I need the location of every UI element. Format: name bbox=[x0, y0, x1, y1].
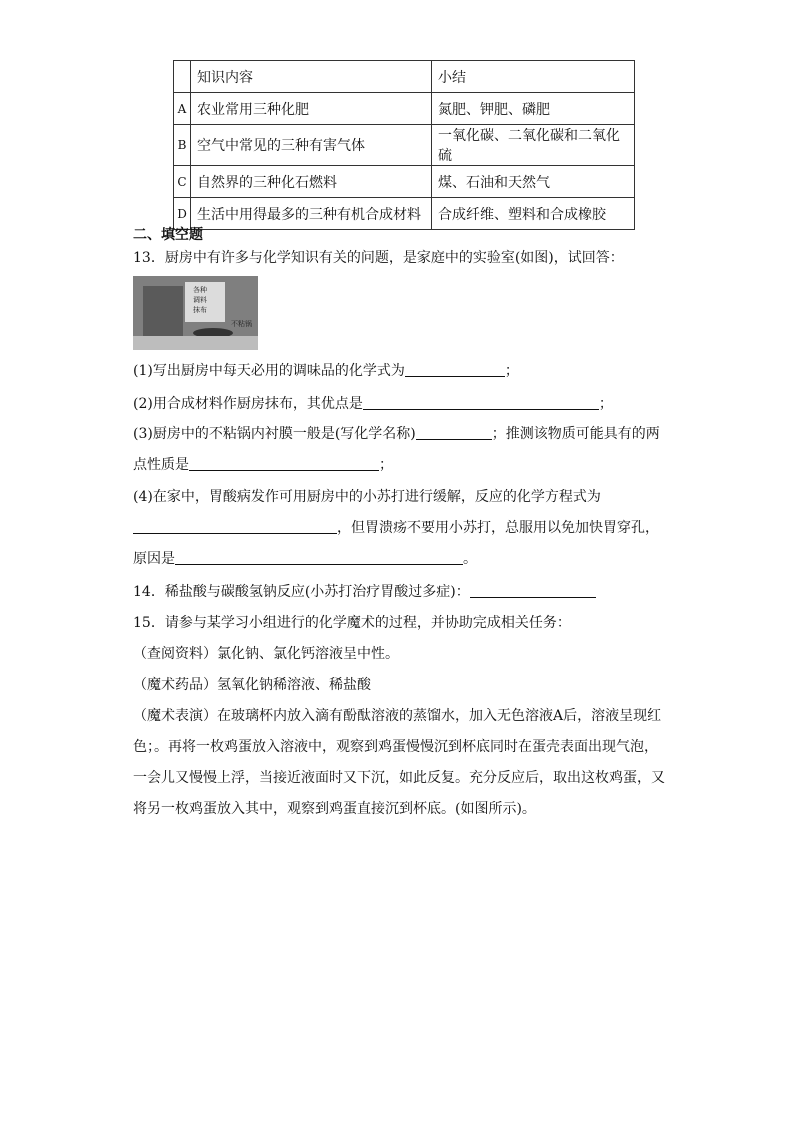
photo-label: 抹布 bbox=[193, 306, 207, 314]
table-row bbox=[174, 93, 635, 125]
shelf-shape bbox=[143, 286, 183, 336]
answer-blank[interactable] bbox=[189, 456, 379, 471]
table-row bbox=[174, 125, 635, 166]
answer-blank[interactable] bbox=[363, 395, 599, 410]
question-13-intro: 13．厨房中有许多与化学知识有关的问题，是家庭中的实验室(如图)，试回答： bbox=[133, 250, 624, 266]
question-15-intro: 15．请参与某学习小组进行的化学魔术的过程，并协助完成相关任务： bbox=[133, 615, 571, 631]
question-15-performance: 色；。再将一枚鸡蛋放入溶液中，观察到鸡蛋慢慢沉到杯底同时在蛋壳表面出现气泡， bbox=[133, 739, 658, 755]
question-14: 14．稀盐酸与碳酸氢钠反应(小苏打治疗胃酸过多症)： bbox=[133, 582, 596, 602]
knowledge-table bbox=[173, 60, 635, 230]
question-15-performance: （魔术表演）在玻璃杯内放入滴有酚酞溶液的蒸馏水，加入无色溶液A后，溶液呈现红 bbox=[133, 708, 662, 724]
knowledge-content: 农业常用三种化肥 bbox=[191, 93, 432, 125]
question-15-info: （查阅资料）氯化钠、氯化钙溶液呈中性。 bbox=[133, 646, 399, 662]
knowledge-summary: 合成纤维、塑料和合成橡胶 bbox=[432, 198, 635, 230]
answer-blank[interactable] bbox=[416, 425, 492, 440]
table-row bbox=[174, 166, 635, 198]
question-13-part-3: (3)厨房中的不粘锅内衬膜一般是(写化学名称) ；推测该物质可能具有的两 bbox=[133, 426, 660, 442]
photo-label: 调料 bbox=[193, 296, 207, 304]
knowledge-content: 空气中常见的三种有害气体 bbox=[191, 125, 432, 166]
knowledge-summary: 一氧化碳、二氧化碳和二氧化硫 bbox=[432, 125, 635, 166]
question-13-part-2: (2)用合成材料作厨房抹布，其优点是 ； bbox=[133, 396, 613, 412]
photo-label: 不粘锅 bbox=[231, 320, 252, 328]
photo-label: 各种 bbox=[193, 286, 207, 294]
table-row bbox=[174, 198, 635, 230]
answer-blank[interactable] bbox=[175, 550, 463, 565]
option-letter: B bbox=[174, 125, 191, 166]
knowledge-summary: 煤、石油和天然气 bbox=[432, 166, 635, 198]
option-letter: C bbox=[174, 166, 191, 198]
question-15-performance: 将另一枚鸡蛋放入其中，观察到鸡蛋直接沉到杯底。(如图所示)。 bbox=[133, 801, 536, 817]
section-title: 二、填空题 bbox=[133, 227, 203, 243]
answer-blank[interactable] bbox=[470, 583, 596, 598]
answer-blank[interactable] bbox=[405, 362, 505, 377]
table-header-cell: 小结 bbox=[432, 61, 635, 93]
table-header-row bbox=[174, 61, 635, 93]
knowledge-content: 生活中用得最多的三种有机合成材料 bbox=[191, 198, 432, 230]
question-13-part-4-reason: 原因是 。 bbox=[133, 551, 477, 567]
option-letter: D bbox=[174, 198, 191, 230]
option-letter: A bbox=[174, 93, 191, 125]
kitchen-photo bbox=[133, 276, 258, 350]
question-13-part-3-cont: 点性质是 ； bbox=[133, 457, 393, 473]
question-15-performance: 一会儿又慢慢上浮，当接近液面时又下沉，如此反复。充分反应后，取出这枚鸡蛋，又 bbox=[133, 770, 665, 786]
answer-blank[interactable] bbox=[133, 519, 337, 534]
question-13-part-4: (4)在家中，胃酸病发作可用厨房中的小苏打进行缓解，反应的化学方程式为 bbox=[133, 489, 601, 505]
table-header-cell bbox=[174, 61, 191, 93]
table-header-cell: 知识内容 bbox=[191, 61, 432, 93]
knowledge-summary: 氮肥、钾肥、磷肥 bbox=[432, 93, 635, 125]
question-13-part-4-cont: ，但胃溃疡不要用小苏打，总服用以免加快胃穿孔， bbox=[133, 518, 659, 538]
knowledge-content: 自然界的三种化石燃料 bbox=[191, 166, 432, 198]
question-15-drugs: （魔术药品）氢氧化钠稀溶液、稀盐酸 bbox=[133, 677, 371, 693]
question-13-part-1: (1)写出厨房中每天必用的调味品的化学式为 ； bbox=[133, 363, 519, 379]
counter-shape bbox=[133, 336, 258, 350]
